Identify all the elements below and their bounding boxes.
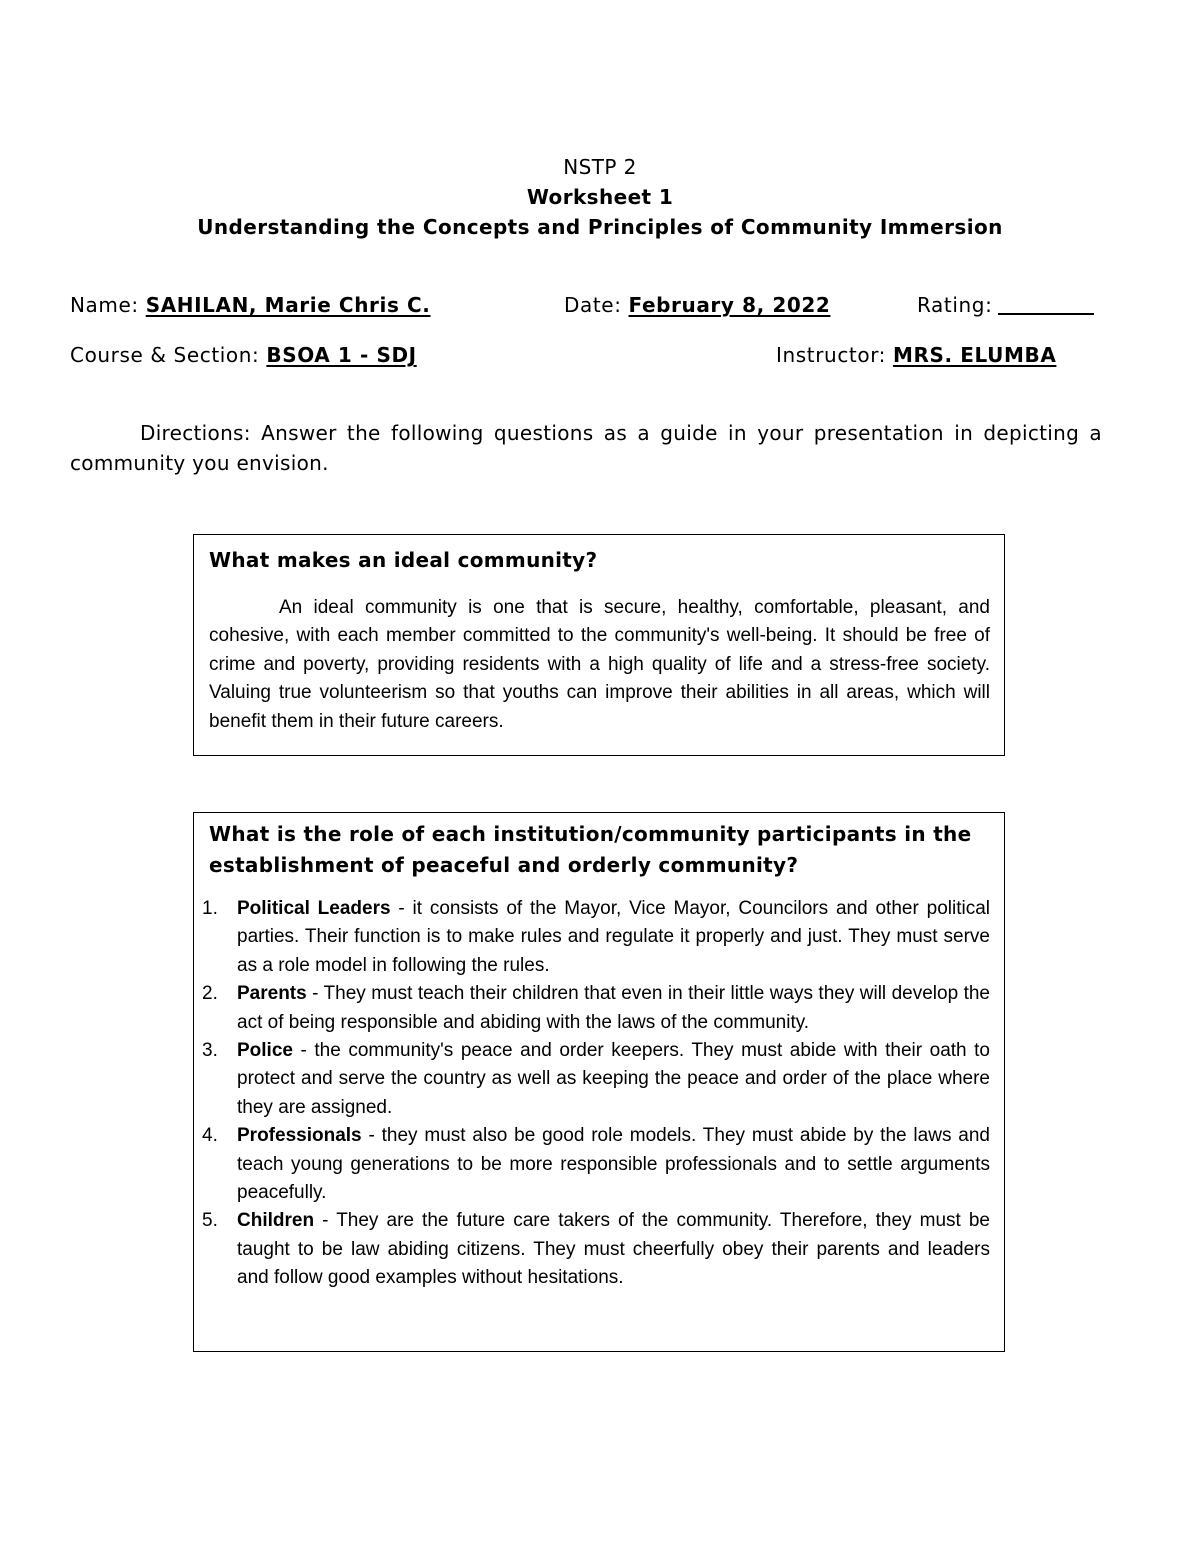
role-description: - the community's peace and order keepers. They must abide with their oath to protect and serve the country as well as keeping the peace and order of the place where they are assigned. — [237, 1040, 990, 1118]
directions-text: Directions: Answer the following questions as a guide in your presentation in depicting a community you envision. — [70, 421, 1102, 475]
list-number: 1. — [202, 898, 218, 919]
role-term: Professionals — [237, 1125, 362, 1147]
date-row — [564, 293, 830, 317]
question-box-roles — [193, 812, 1005, 1352]
list-item — [202, 1122, 990, 1207]
course-code: NSTP 2 — [563, 155, 637, 179]
list-number: 3. — [202, 1040, 218, 1062]
role-term: Political Leaders — [237, 898, 391, 919]
date-value: February 8, 2022 — [628, 293, 831, 317]
role-description: - it consists of the Mayor, Vice Mayor, Councilors and other political parties. Their function is to make rules and regulate it properly and just. They must serve as a role model in following the rules. — [237, 898, 990, 976]
list-number: 5. — [202, 1210, 218, 1232]
list-item — [202, 1207, 990, 1292]
list-item — [202, 895, 990, 980]
instructor-row — [776, 343, 1056, 367]
rating-row — [917, 293, 1094, 317]
date-label: Date: — [564, 293, 629, 317]
role-term: Police — [237, 1040, 293, 1062]
list-item — [202, 1037, 990, 1122]
instructor-label: Instructor: — [776, 343, 893, 367]
course-section-value: BSOA 1 - SDJ — [266, 343, 417, 367]
role-description: - They must teach their children that even in their little ways they will develop the act of being responsible and abiding with the laws of the community. — [237, 983, 990, 1033]
directions — [70, 418, 1102, 478]
role-term: Children — [237, 1210, 315, 1232]
course-section-row — [70, 343, 417, 367]
instructor-value: MRS. ELUMBA — [892, 343, 1057, 367]
list-number: 4. — [202, 1125, 218, 1147]
role-term: Parents — [237, 983, 307, 1005]
role-description: - They are the future care takers of the community. Therefore, they must be taught to be law abiding citizens. They must cheerfully obey their parents and leaders and follow good examples without hesitations. — [237, 1210, 990, 1289]
worksheet-number: Worksheet 1 — [526, 185, 674, 209]
rating-label: Rating: — [917, 293, 993, 317]
course-section-label: Course & Section: — [70, 343, 267, 367]
worksheet-header — [0, 152, 1200, 242]
name-row — [70, 293, 431, 317]
question-box-ideal-community — [193, 534, 1005, 756]
rating-blank-line — [998, 313, 1094, 315]
list-item — [202, 980, 990, 1037]
name-value: SAHILAN, Marie Chris C. — [145, 293, 431, 317]
roles-list — [202, 895, 990, 1293]
list-number: 2. — [202, 983, 218, 1005]
answer-1: An ideal community is one that is secure, healthy, comfortable, pleasant, and cohesive, with each member committed to the community's well-being. It should be free of crime and poverty, providing residents with a high quality of life and a stress-free society. Valuing true volunteerism so that youths can improve their abilities in all areas, which will benefit them in their future careers. — [209, 597, 990, 732]
question-2: What is the role of each institution/community participants in the establishment of peaceful and orderly community? — [209, 822, 972, 877]
name-label: Name: — [70, 293, 146, 317]
role-description: - they must also be good role models. They must abide by the laws and teach young generations to be more responsible professionals and to settle arguments peacefully. — [237, 1125, 990, 1204]
worksheet-title: Understanding the Concepts and Principles of Community Immersion — [197, 215, 1003, 239]
question-1: What makes an ideal community? — [209, 548, 598, 572]
